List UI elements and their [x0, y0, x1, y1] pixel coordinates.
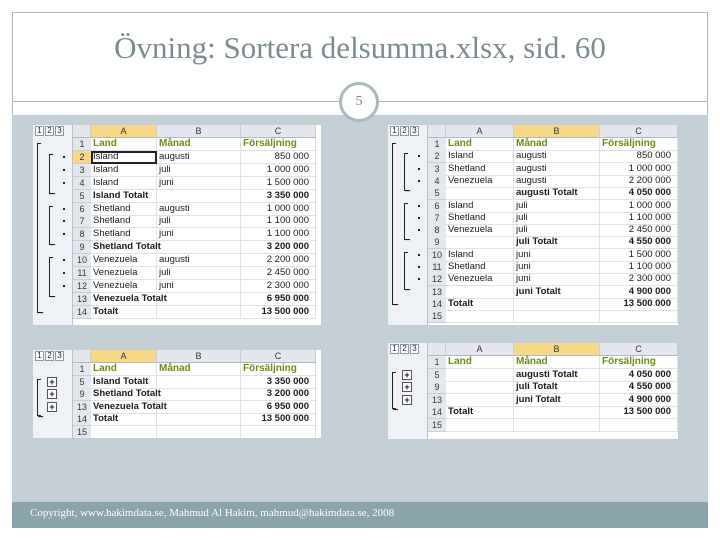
row-header[interactable]: 14: [428, 298, 446, 311]
cell-forsaljning[interactable]: 4 050 000: [600, 187, 678, 200]
outline-level-3-button[interactable]: 3: [55, 126, 64, 136]
row-header[interactable]: 7: [428, 212, 446, 225]
outline-level-buttons: [33, 350, 66, 363]
cell-manad[interactable]: juli Totalt: [514, 236, 600, 249]
row-header[interactable]: 15: [73, 426, 91, 438]
row-header[interactable]: 10: [428, 249, 446, 262]
outline-level-1-button[interactable]: 1: [390, 344, 399, 354]
cell-land[interactable]: Shetland: [91, 203, 157, 216]
row-header[interactable]: 13: [428, 394, 446, 407]
cell-forsaljning[interactable]: 3 350 000: [241, 376, 316, 389]
cell-forsaljning[interactable]: 1 000 000: [241, 203, 316, 216]
cell-forsaljning[interactable]: 4 550 000: [600, 236, 678, 249]
collapse-group-icon[interactable]: −: [49, 188, 56, 200]
row-header[interactable]: 13: [73, 293, 91, 306]
cell-forsaljning[interactable]: 4 900 000: [600, 286, 678, 299]
row-header[interactable]: 15: [428, 419, 446, 432]
cell-forsaljning[interactable]: 1 100 000: [241, 228, 316, 241]
outline-level-3-button[interactable]: 3: [410, 126, 419, 136]
outline-level-2-button[interactable]: 2: [400, 126, 409, 136]
cell-manad[interactable]: [157, 190, 241, 203]
column-header-b[interactable]: B: [514, 125, 600, 138]
cell-manad[interactable]: [514, 310, 600, 323]
row-header[interactable]: 4: [428, 175, 446, 188]
expand-group-icon[interactable]: +: [402, 382, 412, 392]
outline-level-buttons: [388, 343, 421, 356]
outline-detail-dot: [418, 278, 420, 280]
outline-detail-dot: [63, 220, 65, 222]
cell-land[interactable]: Island: [446, 249, 514, 262]
excel-screenshot-collapsed-manad: [388, 343, 678, 439]
cell-forsaljning[interactable]: 2 200 000: [600, 175, 678, 188]
outline-level-buttons: [388, 125, 421, 138]
cell-manad[interactable]: [157, 413, 241, 426]
cell-forsaljning[interactable]: 1 000 000: [241, 164, 316, 177]
outline-detail-dot: [63, 208, 65, 210]
cell-manad[interactable]: augusti: [514, 175, 600, 188]
cell-land[interactable]: Totalt: [91, 306, 157, 319]
collapse-group-icon[interactable]: −: [49, 291, 56, 303]
cell-forsaljning[interactable]: [600, 310, 678, 323]
row-header[interactable]: 9: [73, 241, 91, 254]
outline-detail-dot: [63, 182, 65, 184]
cell-manad[interactable]: augusti: [514, 150, 600, 163]
row-header[interactable]: 14: [73, 413, 91, 426]
row-header[interactable]: 5: [73, 376, 91, 389]
outline-detail-dot: [63, 285, 65, 287]
cell-forsaljning[interactable]: 6 950 000: [241, 293, 316, 306]
select-all-corner[interactable]: [428, 125, 446, 138]
cell-land[interactable]: Venezuela: [91, 280, 157, 293]
cell-forsaljning[interactable]: 1 100 000: [600, 261, 678, 274]
row-header[interactable]: 1: [73, 138, 91, 151]
cell-forsaljning[interactable]: [600, 419, 678, 432]
cell-manad[interactable]: juni: [514, 261, 600, 274]
row-header[interactable]: 15: [428, 310, 446, 323]
row-header[interactable]: 9: [428, 381, 446, 394]
row-header[interactable]: 6: [73, 203, 91, 216]
outline-level-2-button[interactable]: 2: [400, 344, 409, 354]
cell-forsaljning[interactable]: 1 000 000: [600, 200, 678, 213]
cell-forsaljning[interactable]: 13 500 000: [600, 298, 678, 311]
cell-land[interactable]: Land: [446, 138, 514, 151]
cell-land[interactable]: Shetland: [91, 215, 157, 228]
cell-land[interactable]: Island: [446, 150, 514, 163]
cell-forsaljning[interactable]: 3 350 000: [241, 190, 316, 203]
cell-forsaljning[interactable]: Försäljning: [241, 363, 316, 376]
cell-manad[interactable]: juli: [157, 215, 241, 228]
row-header[interactable]: 9: [73, 388, 91, 401]
row-header[interactable]: 3: [428, 163, 446, 176]
row-header[interactable]: 13: [73, 401, 91, 414]
outline-detail-dot: [418, 266, 420, 268]
outline-level-1-button[interactable]: 1: [35, 126, 44, 136]
row-header[interactable]: 5: [73, 190, 91, 203]
cell-manad[interactable]: [157, 426, 241, 438]
cell-forsaljning[interactable]: 2 200 000: [241, 254, 316, 267]
cell-land[interactable]: Island: [91, 164, 157, 177]
select-all-corner[interactable]: [73, 125, 91, 138]
select-all-corner[interactable]: [428, 343, 446, 356]
cell-forsaljning[interactable]: 13 500 000: [600, 406, 678, 419]
row-header[interactable]: 1: [428, 356, 446, 369]
collapse-group-icon[interactable]: −: [404, 186, 411, 198]
row-header[interactable]: 14: [428, 406, 446, 419]
cell-land[interactable]: [446, 394, 514, 407]
cell-manad[interactable]: augusti: [157, 203, 241, 216]
cell-manad[interactable]: juni: [514, 249, 600, 262]
cell-land[interactable]: [446, 286, 514, 299]
slide-number-badge: 5: [339, 82, 379, 122]
column-header-c[interactable]: C: [600, 343, 678, 356]
cell-forsaljning[interactable]: 6 950 000: [241, 401, 316, 414]
excel-screenshot-collapsed-land: [33, 350, 321, 438]
slide-title: Övning: Sortera delsumma.xlsx, sid. 60: [114, 30, 606, 65]
cell-manad[interactable]: juni Totalt: [514, 286, 600, 299]
cell-manad[interactable]: augusti Totalt: [514, 369, 600, 382]
cell-forsaljning[interactable]: 2 450 000: [241, 267, 316, 280]
outline-level-buttons: [33, 125, 66, 138]
cell-forsaljning[interactable]: 13 500 000: [241, 413, 316, 426]
outline-level-1-button[interactable]: 1: [35, 351, 44, 361]
cell-land[interactable]: Totalt: [91, 413, 157, 426]
cell-forsaljning[interactable]: 4 050 000: [600, 369, 678, 382]
cell-forsaljning[interactable]: 850 000: [600, 150, 678, 163]
cell-forsaljning[interactable]: 1 100 000: [600, 212, 678, 225]
outline-level-3-button[interactable]: 3: [55, 351, 64, 361]
collapse-group-icon[interactable]: −: [49, 240, 56, 252]
cell-forsaljning[interactable]: 850 000: [241, 151, 316, 164]
select-all-corner[interactable]: [73, 350, 91, 363]
cell-land[interactable]: Island Totalt: [91, 190, 157, 203]
excel-screenshot-sorted-by-land: [33, 125, 321, 325]
outline-level-2-bracket: [392, 143, 396, 305]
cell-manad[interactable]: [157, 388, 241, 401]
expand-group-icon[interactable]: +: [47, 377, 57, 387]
column-header-c[interactable]: C: [600, 125, 678, 138]
cell-land[interactable]: [446, 310, 514, 323]
cell-land[interactable]: Island: [91, 151, 157, 164]
expand-group-icon[interactable]: +: [402, 395, 412, 405]
outline-level-2-button[interactable]: 2: [45, 351, 54, 361]
outline-detail-dot: [63, 169, 65, 171]
outline-level-2-bracket: [37, 143, 41, 313]
cell-land[interactable]: Venezuela Totalt: [93, 400, 167, 412]
cell-land[interactable]: [91, 426, 157, 438]
footer-copyright: Copyright, www.hakimdata.se, Mahmud Al Hakim, mahmud@hakimdata.se, 2008: [30, 507, 395, 519]
outline-detail-dot: [418, 155, 420, 157]
outline-detail-dot: [418, 205, 420, 207]
column-header-b[interactable]: B: [514, 343, 600, 356]
cell-land[interactable]: Shetland: [446, 163, 514, 176]
cell-manad[interactable]: juni Totalt: [514, 394, 600, 407]
cell-manad[interactable]: juni: [157, 228, 241, 241]
cell-land[interactable]: Land: [91, 138, 157, 151]
row-header[interactable]: 1: [73, 363, 91, 376]
row-header[interactable]: 5: [428, 369, 446, 382]
cell-manad[interactable]: augusti Totalt: [514, 187, 600, 200]
outline-detail-dot: [418, 168, 420, 170]
column-header-b[interactable]: B: [157, 350, 241, 363]
cell-manad[interactable]: Månad: [157, 138, 241, 151]
cell-manad[interactable]: [514, 298, 600, 311]
row-header[interactable]: 10: [73, 254, 91, 267]
outline-detail-dot: [63, 259, 65, 261]
cell-land[interactable]: Island: [446, 200, 514, 213]
cell-forsaljning[interactable]: 2 450 000: [600, 224, 678, 237]
cell-land[interactable]: Shetland: [446, 261, 514, 274]
column-header-a[interactable]: A: [91, 350, 157, 363]
column-header-a[interactable]: A: [446, 125, 514, 138]
cell-forsaljning[interactable]: 13 500 000: [241, 306, 316, 319]
row-header[interactable]: 14: [73, 306, 91, 319]
cell-manad[interactable]: juli: [514, 212, 600, 225]
cell-manad[interactable]: [157, 293, 241, 306]
excel-screenshot-sorted-by-manad: [388, 125, 678, 325]
row-header[interactable]: 9: [428, 236, 446, 249]
cell-forsaljning[interactable]: 2 300 000: [600, 273, 678, 286]
expand-group-icon[interactable]: +: [402, 370, 412, 380]
column-header-c[interactable]: C: [241, 125, 316, 138]
cell-forsaljning[interactable]: [241, 426, 316, 438]
collapse-group-icon[interactable]: −: [404, 235, 411, 247]
column-header-a[interactable]: A: [91, 125, 157, 138]
cell-manad[interactable]: juli: [514, 200, 600, 213]
cell-manad[interactable]: juli: [514, 224, 600, 237]
cell-land[interactable]: Venezuela: [446, 224, 514, 237]
outline-level-2-bracket: [392, 372, 396, 410]
row-header[interactable]: 8: [428, 224, 446, 237]
cell-manad[interactable]: [157, 401, 241, 414]
outline-detail-dot: [418, 229, 420, 231]
cell-manad[interactable]: [514, 419, 600, 432]
row-header[interactable]: 7: [73, 215, 91, 228]
row-header[interactable]: 8: [73, 228, 91, 241]
outline-detail-dot: [418, 217, 420, 219]
cell-forsaljning[interactable]: 4 550 000: [600, 381, 678, 394]
cell-manad[interactable]: Månad: [514, 138, 600, 151]
outline-level-3-bracket: [49, 154, 53, 194]
row-header[interactable]: 6: [428, 200, 446, 213]
row-header[interactable]: 1: [428, 138, 446, 151]
cell-land[interactable]: Totalt: [446, 406, 514, 419]
cell-forsaljning[interactable]: 1 000 000: [600, 163, 678, 176]
outline-detail-dot: [63, 272, 65, 274]
cell-manad[interactable]: augusti: [514, 163, 600, 176]
collapse-total-icon[interactable]: −: [37, 307, 44, 319]
cell-manad[interactable]: juli: [157, 164, 241, 177]
outline-detail-dot: [63, 233, 65, 235]
cell-forsaljning[interactable]: Försäljning: [600, 138, 678, 151]
outline-detail-dot: [63, 156, 65, 158]
expand-group-icon[interactable]: +: [47, 402, 57, 412]
row-header[interactable]: 11: [73, 267, 91, 280]
outline-level-2-bracket: [37, 379, 41, 417]
outline-level-3-bracket: [404, 252, 408, 290]
row-header[interactable]: 13: [428, 286, 446, 299]
cell-forsaljning[interactable]: 3 200 000: [241, 241, 316, 254]
cell-land[interactable]: [446, 187, 514, 200]
cell-forsaljning[interactable]: 3 200 000: [241, 388, 316, 401]
cell-forsaljning[interactable]: 1 500 000: [241, 177, 316, 190]
cell-forsaljning[interactable]: Försäljning: [600, 356, 678, 369]
cell-manad[interactable]: juni: [514, 273, 600, 286]
outline-level-2-button[interactable]: 2: [45, 126, 54, 136]
cell-manad[interactable]: juli: [157, 267, 241, 280]
cell-land[interactable]: Land: [91, 363, 157, 376]
cell-manad[interactable]: [157, 306, 241, 319]
cell-manad[interactable]: [157, 241, 241, 254]
column-header-c[interactable]: C: [241, 350, 316, 363]
outline-level-1-button[interactable]: 1: [390, 126, 399, 136]
cell-land[interactable]: Venezuela: [446, 273, 514, 286]
row-header[interactable]: 12: [428, 273, 446, 286]
column-header-b[interactable]: B: [157, 125, 241, 138]
cell-land[interactable]: Island Totalt: [91, 376, 157, 389]
row-header[interactable]: 2: [73, 151, 91, 164]
outline-level-3-bracket: [49, 257, 53, 297]
cell-forsaljning[interactable]: 1 100 000: [241, 215, 316, 228]
collapse-total-icon[interactable]: −: [392, 405, 399, 417]
collapse-total-icon[interactable]: −: [392, 299, 399, 311]
cell-land[interactable]: Island: [91, 177, 157, 190]
expand-group-icon[interactable]: +: [47, 389, 57, 399]
cell-land[interactable]: Shetland Totalt: [93, 241, 161, 253]
collapse-group-icon[interactable]: −: [404, 284, 411, 296]
cell-land[interactable]: Venezuela Totalt: [93, 292, 167, 304]
collapse-total-icon[interactable]: −: [37, 412, 44, 424]
cell-manad[interactable]: juni: [157, 177, 241, 190]
row-header[interactable]: 11: [428, 261, 446, 274]
cell-manad[interactable]: [157, 376, 241, 389]
row-header[interactable]: 5: [428, 187, 446, 200]
cell-manad[interactable]: Månad: [514, 356, 600, 369]
cell-manad[interactable]: juli Totalt: [514, 381, 600, 394]
cell-forsaljning[interactable]: 1 500 000: [600, 249, 678, 262]
cell-land[interactable]: Venezuela: [91, 267, 157, 280]
cell-land[interactable]: [446, 236, 514, 249]
cell-land[interactable]: Land: [446, 356, 514, 369]
cell-manad[interactable]: augusti: [157, 151, 241, 164]
cell-forsaljning[interactable]: 4 900 000: [600, 394, 678, 407]
row-header[interactable]: 12: [73, 280, 91, 293]
cell-land[interactable]: Shetland Totalt: [93, 388, 161, 400]
cell-land[interactable]: Venezuela: [446, 175, 514, 188]
cell-manad[interactable]: augusti: [157, 254, 241, 267]
cell-forsaljning[interactable]: 2 300 000: [241, 280, 316, 293]
column-header-a[interactable]: A: [446, 343, 514, 356]
cell-land[interactable]: Venezuela: [91, 254, 157, 267]
cell-manad[interactable]: [514, 406, 600, 419]
outline-level-3-button[interactable]: 3: [410, 344, 419, 354]
row-header[interactable]: 4: [73, 177, 91, 190]
cell-land[interactable]: Totalt: [446, 298, 514, 311]
cell-manad[interactable]: Månad: [157, 363, 241, 376]
cell-forsaljning[interactable]: Försäljning: [241, 138, 316, 151]
outline-detail-dot: [418, 180, 420, 182]
cell-manad[interactable]: juni: [157, 280, 241, 293]
cell-land[interactable]: [446, 381, 514, 394]
row-header[interactable]: 2: [428, 150, 446, 163]
row-header[interactable]: 3: [73, 164, 91, 177]
cell-land[interactable]: [446, 369, 514, 382]
cell-land[interactable]: Shetland: [91, 228, 157, 241]
cell-land[interactable]: Shetland: [446, 212, 514, 225]
outline-detail-dot: [418, 254, 420, 256]
cell-land[interactable]: [446, 419, 514, 432]
